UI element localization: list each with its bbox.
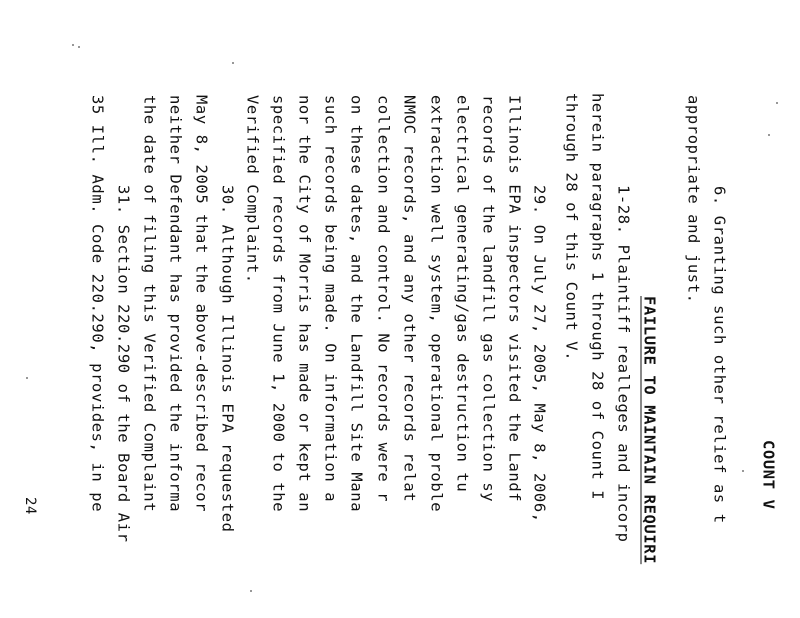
text-line: 6. Granting such other relief as t xyxy=(710,186,729,524)
text-line: specified records from June 1, 2000 to the xyxy=(269,95,288,513)
scan-speck xyxy=(232,62,234,64)
text-line: on these dates, and the Landfill Site Mana xyxy=(347,95,366,513)
scan-speck xyxy=(742,470,744,472)
page-number: 24 xyxy=(22,497,38,515)
text-line: appropriate and just. xyxy=(684,95,703,304)
text-line: records of the landfill gas collection sy xyxy=(479,95,498,503)
scan-speck xyxy=(768,134,770,136)
text-line: collection and control. No records were r xyxy=(374,95,393,503)
text-line: extraction well system, operational proble xyxy=(427,95,446,513)
count-heading: COUNT V xyxy=(759,440,778,510)
text-line: electrical generating/gas destruction tu xyxy=(453,95,472,493)
text-line: May 8, 2005 that the above-described recor xyxy=(192,95,211,513)
text-line: herein paragraphs 1 through 28 of Count I xyxy=(588,93,607,501)
scan-speck xyxy=(72,44,74,46)
text-line: nor the City of Morris has made or kept an xyxy=(295,95,314,513)
scan-speck xyxy=(26,377,28,379)
section-title: FAILURE TO MAINTAIN REQUIRI xyxy=(640,296,659,565)
text-line: through 28 of this Count V. xyxy=(562,93,581,362)
text-line: Verified Complaint. xyxy=(243,95,262,284)
text-line: such records being made. On information a xyxy=(321,95,340,503)
text-line: NMOC records, and any other records relat xyxy=(400,95,419,503)
scan-speck xyxy=(250,590,252,592)
text-line: 35 Ill. Adm. Code 220.290, provides, in pe xyxy=(88,95,107,513)
text-line: Illinois EPA inspectors visited the Landf xyxy=(505,95,524,503)
text-line: the date of filing this Verified Complaint xyxy=(140,95,159,513)
scan-speck xyxy=(776,102,778,104)
scan-speck xyxy=(78,46,80,48)
text-line: 29. On July 27, 2005, May 8, 2006, xyxy=(530,185,549,523)
text-line: 30. Although Illinois EPA requested xyxy=(218,185,237,533)
text-line: neither Defendant has provided the informa xyxy=(166,95,185,513)
text-line: 1-28. Plaintiff realleges and incorp xyxy=(614,185,633,543)
text-line: 31. Section 220.290 of the Board Air xyxy=(114,185,133,543)
